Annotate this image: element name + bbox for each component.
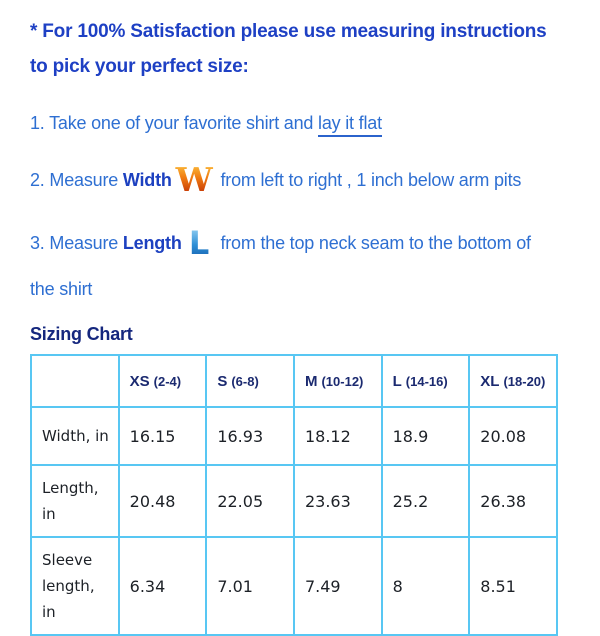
width-keyword: Width — [122, 170, 172, 190]
sizing-chart-table — [30, 354, 558, 636]
label-line: Width, in — [42, 427, 109, 445]
width-s-value: 16.93 — [206, 407, 294, 465]
sleeve-xl-value: 8.51 — [469, 537, 557, 635]
size-range: (6-8) — [231, 373, 259, 389]
width-l-value: 18.9 — [382, 407, 470, 465]
width-xs-value: 16.15 — [119, 407, 207, 465]
length-l-value: 25.2 — [382, 465, 470, 537]
sleeve-s-value: 7.01 — [206, 537, 294, 635]
size-code: L — [392, 372, 402, 390]
length-keyword: Length — [122, 233, 182, 253]
size-range: (10-12) — [321, 373, 364, 389]
step-3-suffix: from the top neck seam to the bottom of — [215, 233, 531, 253]
sleeve-m-value: 7.49 — [294, 537, 382, 635]
column-header-l — [382, 355, 470, 407]
width-m-value: 18.12 — [294, 407, 382, 465]
width-letter-w-icon — [177, 160, 211, 205]
size-code: XS — [129, 372, 150, 390]
sizing-chart-title: Sizing Chart — [30, 324, 133, 344]
table-corner-cell — [31, 355, 119, 407]
length-s-value: 22.05 — [206, 465, 294, 537]
satisfaction-heading-line1: * For 100% Satisfaction please use measuring instructions — [30, 21, 547, 42]
width-xl-value: 20.08 — [469, 407, 557, 465]
step-2-suffix: from left to right , 1 inch below arm pits — [215, 170, 522, 190]
sleeve-xs-value: 6.34 — [119, 537, 207, 635]
label-line: in — [42, 505, 56, 523]
lay-it-flat-link[interactable]: lay it flat — [318, 113, 382, 137]
svg-text:L: L — [188, 224, 209, 262]
step-2-measure-width — [30, 160, 582, 205]
step-3-prefix: 3. Measure — [30, 233, 123, 253]
svg-text:W: W — [175, 160, 213, 199]
step-1-text: 1. Take one of your favorite shirt and — [30, 113, 319, 133]
size-code: M — [304, 372, 318, 390]
satisfaction-heading-line2: to pick your perfect size: — [30, 56, 249, 77]
table-row-sleeve-length — [31, 537, 557, 635]
step-3-wrap-line: the shirt — [30, 279, 93, 299]
table-header-row — [31, 355, 557, 407]
label-line: in — [42, 603, 56, 621]
size-code: S — [217, 372, 228, 390]
row-label-length — [31, 465, 119, 537]
length-xs-value: 20.48 — [119, 465, 207, 537]
length-m-value: 23.63 — [294, 465, 382, 537]
step-3-measure-length — [30, 223, 582, 302]
column-header-xl — [469, 355, 557, 407]
satisfaction-heading — [30, 14, 582, 84]
label-line: Length, — [42, 479, 99, 497]
row-label-width — [31, 407, 119, 465]
length-letter-l-icon — [187, 223, 211, 268]
column-header-s — [206, 355, 294, 407]
label-line: length, — [42, 577, 95, 595]
size-range: (14-16) — [405, 373, 448, 389]
column-header-m — [294, 355, 382, 407]
column-header-xs — [119, 355, 207, 407]
length-xl-value: 26.38 — [469, 465, 557, 537]
label-line: Sleeve — [42, 551, 93, 569]
step-2-prefix: 2. Measure — [30, 170, 123, 190]
table-row-length — [31, 465, 557, 537]
row-label-sleeve-length — [31, 537, 119, 635]
table-row-width — [31, 407, 557, 465]
step-1-lay-flat — [30, 111, 582, 136]
sleeve-l-value: 8 — [382, 537, 470, 635]
size-range: (2-4) — [153, 373, 182, 389]
size-range: (18-20) — [503, 373, 546, 389]
size-code: XL — [480, 372, 500, 390]
